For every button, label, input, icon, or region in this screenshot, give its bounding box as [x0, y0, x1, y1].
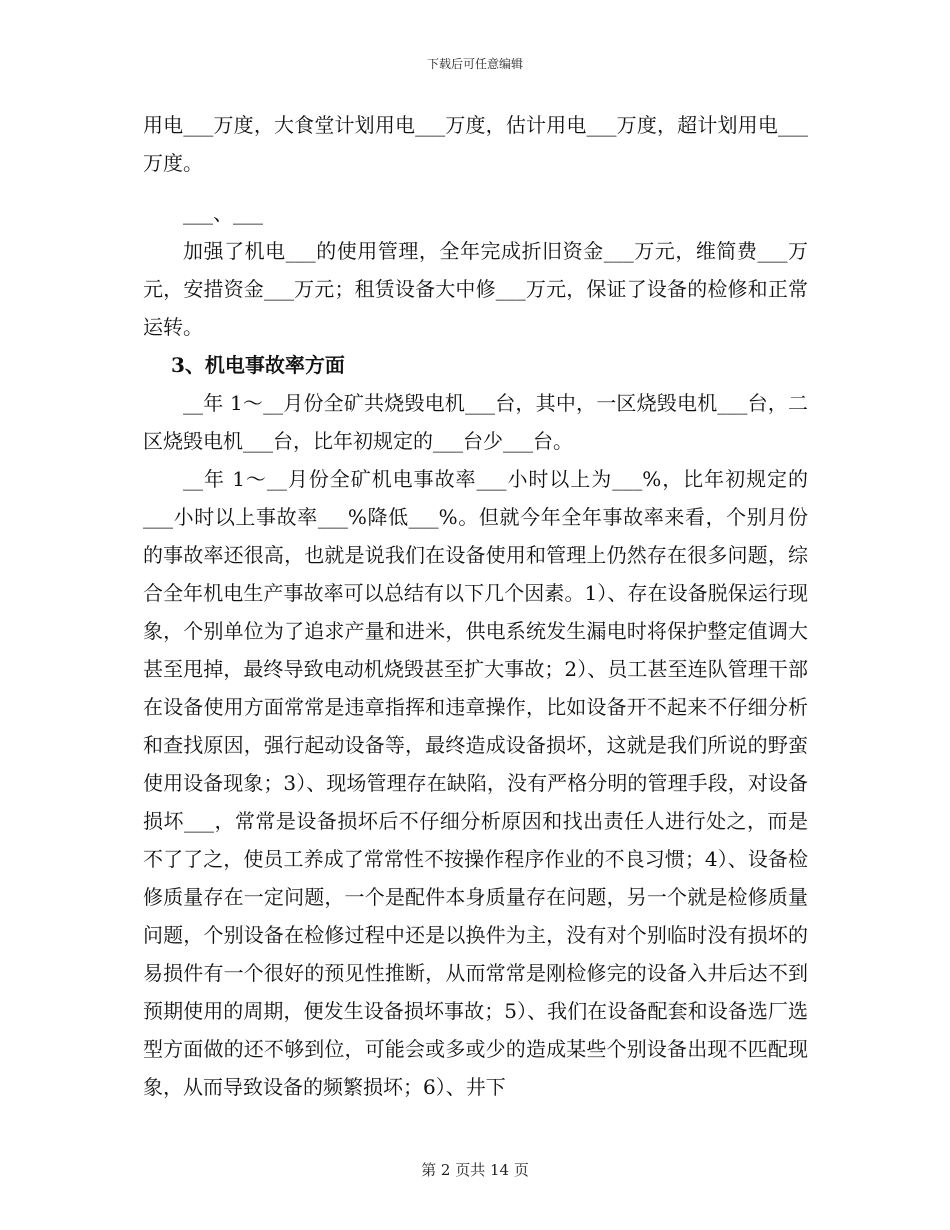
- page-footer: 第 2 页共 14 页: [421, 1161, 529, 1179]
- page-header: 下载后可任意编辑: [426, 57, 523, 71]
- paragraph-accident-analysis: __年 1～__月份全矿机电事故率___小时以上为___%，比年初规定的___小时以上事故率___%降低___%。但就今年全年事故率来看，个别月份的事故率还很高，也就是说我们在设备使用和管理上仍然存在很多问题，综合全年机电生产事故率可以总结有以下几个因素。1）、存在设备脱保运行现象，个别单位为了追求产量和进米，供电系统发生漏电时将保护整定值调大甚至甩掉，最终导致电动机烧毁甚至扩大事故；2）、员工甚至连队管理干部在设备使用方面常常是违章指挥和违章操作，比如设备开不起来不仔细分析和查找原因，强行起动设备等，最终造成设备损坏，这就是我们所说的野蛮使用设备现象；3）、现场管理存在缺陷，没有严格分明的管理手段，对设备损坏___，常常是设备损坏后不仔细分析原因和找出责任人进行处之，而是不了了之，使员工养成了常常性不按操作程序作业的不良习惯；4）、设备检修质量存在一定问题，一个是配件本身质量存在问题，另一个就是检修质量问题，个别设备在检修过程中还是以换件为主，没有对个别临时没有损坏的易损件有一个很好的预见性推断，从而常常是刚检修完的设备入井后达不到预期使用的周期，便发生设备损坏事故；5）、我们在设备配套和设备选厂选型方面做的还不够到位，可能会或多或少的造成某些个别设备出现不匹配现象，从而导致设备的频繁损坏；6）、井下: [143, 467, 808, 1099]
- section-heading-blank: ___、___: [183, 201, 263, 225]
- paragraph-electricity-usage: 用电___万度，大食堂计划用电___万度，估计用电___万度，超计划用电___万度。: [143, 113, 808, 175]
- paragraph-motor-burnout: __年 1～__月份全矿共烧毁电机___台，其中，一区烧毁电机___台，二区烧毁电机___台，比年初规定的___台少___台。: [143, 391, 808, 453]
- document-body: [143, 106, 808, 1106]
- section-heading-accident-rate: 3、机电事故率方面: [171, 353, 345, 377]
- paragraph-equipment-management: 加强了机电___的使用管理，全年完成折旧资金___万元，维简费___万元，安措资金___万元；租赁设备大中修___万元，保证了设备的检修和正常运转。: [143, 239, 808, 339]
- paragraph-gap: [143, 182, 808, 194]
